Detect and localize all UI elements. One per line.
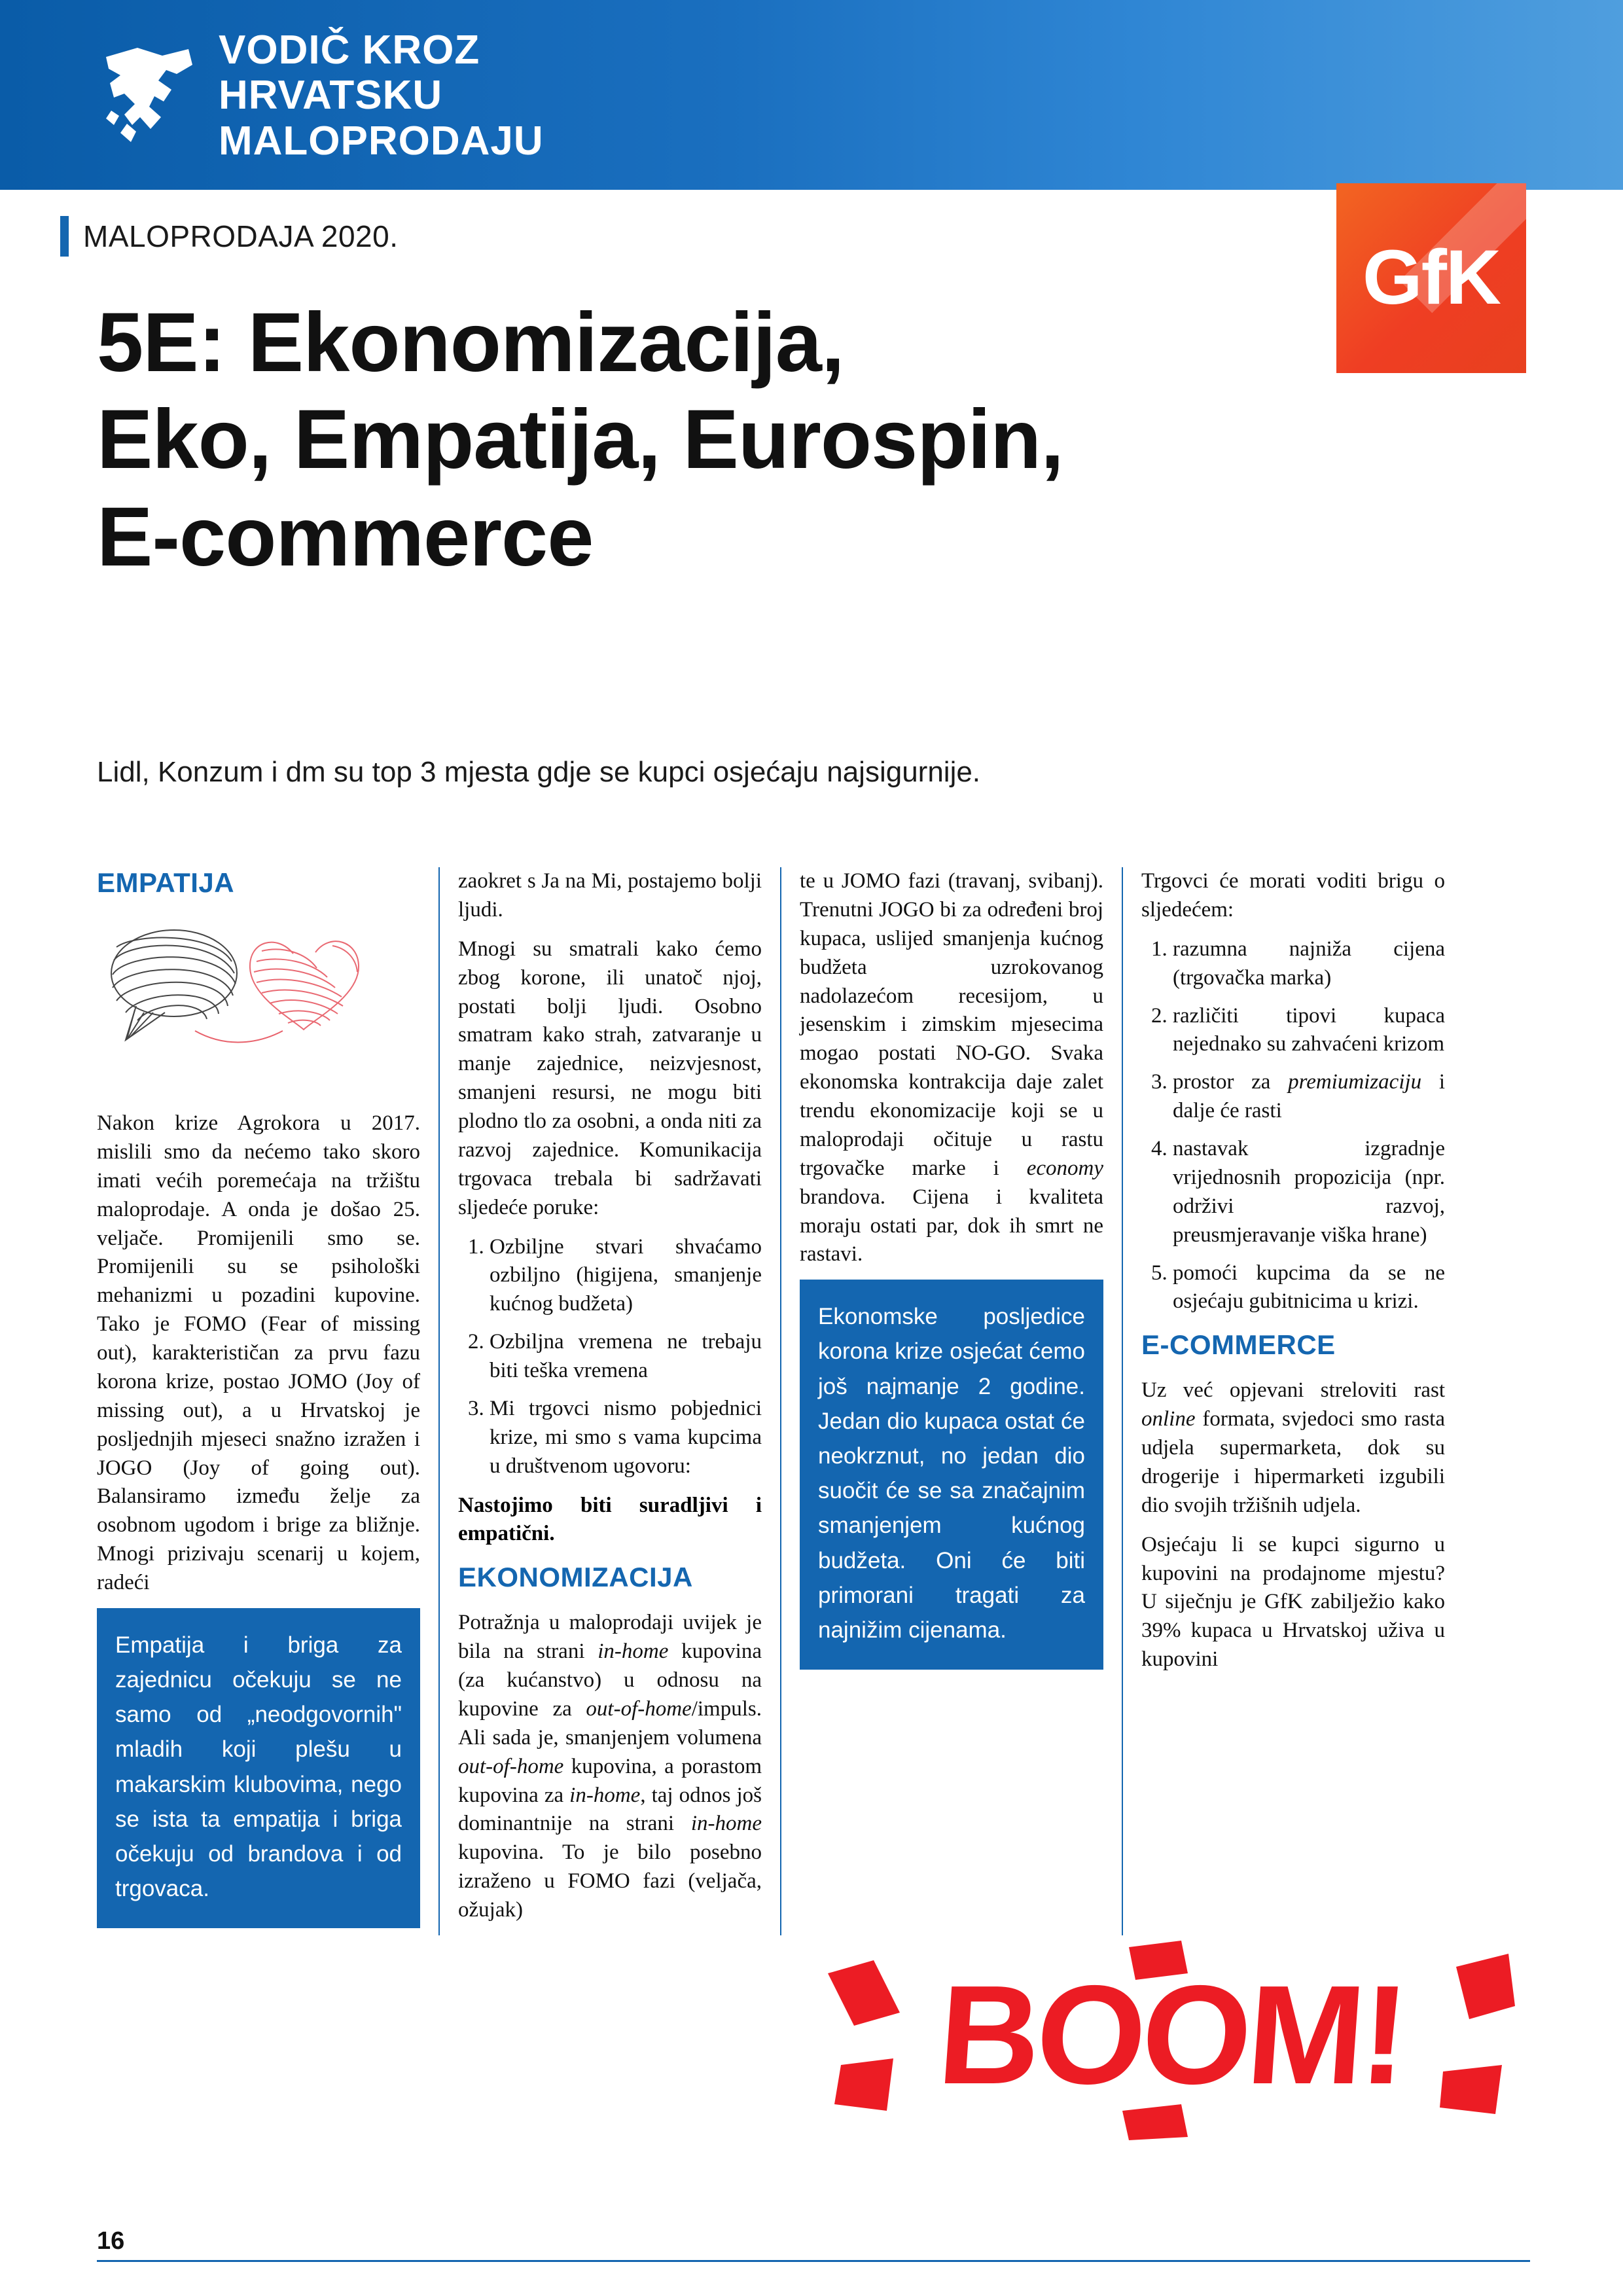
txt: Potražnja u maloprodaji uvijek je bila na strani xyxy=(458,1611,762,1664)
banner-title-line-3: MALOPRODAJU xyxy=(219,118,544,164)
txt: kupovina (za kućanstvo) u odnosu na kupovine za xyxy=(458,1640,762,1721)
headline-line-1: 5E: Ekonomizacija, xyxy=(97,296,844,389)
list-item: 4. nastavak izgradnje vrijednosnih propozicija (npr. održivi razvoj, preusmjeravanje viška hrane) xyxy=(1173,1135,1445,1250)
col4-numbered-list xyxy=(1141,935,1445,1317)
pullquote-ekonomizacija: Ekonomske posljedice korona krize osjećat ćemo još najmanje 2 godine. Jedan dio kupaca ostat će neokrznut, no jedan dio suočit će se sa značajnim smanjenjem kućnog budžeta. Oni će biti primorani tragati za najnižim cijenama. xyxy=(800,1280,1103,1670)
header-banner xyxy=(0,0,1623,190)
txt: kupovina, a porastom kupovina za xyxy=(458,1754,762,1807)
page-number: 16 xyxy=(97,2227,125,2255)
txt: Uz već opjevani streloviti rast xyxy=(1141,1378,1445,1403)
txt: /impuls. Ali sada je, smanjenjem volumena xyxy=(458,1696,762,1749)
list-item: 3. Mi trgovci nismo pobjednici krize, mi smo s vama kupcima u društvenom ugovoru: xyxy=(490,1395,762,1481)
txt-italic: in-home xyxy=(690,1812,762,1836)
headline-line-2: Eko, Empatija, Eurospin, xyxy=(97,393,1063,487)
headline-line-3: E-commerce xyxy=(97,490,594,584)
section-heading-empatija: EMPATIJA xyxy=(97,867,235,898)
txt: , taj odnos još dominantnije na strani xyxy=(458,1783,762,1836)
pullquote-empatija: Empatija i briga za zajednicu očekuju se ne samo od „neodgovornih" mladih koji plešu u makarskim klubovima, nego se ista ta empatija i briga očekuju od brandova i od trgovaca. xyxy=(97,1608,420,1929)
col2-numbered-list xyxy=(458,1233,762,1481)
column-2 xyxy=(438,867,780,1935)
list-item: 2. Ozbiljna vremena ne trebaju biti teška vremena xyxy=(490,1328,762,1386)
kicker xyxy=(60,216,398,257)
txt-italic: out-of-home xyxy=(586,1696,692,1721)
column-3 xyxy=(780,867,1122,1935)
article-columns xyxy=(97,867,1530,1935)
col4-para-1: Trgovci će morati voditi brigu o sljedećem: xyxy=(1141,869,1445,922)
txt: formata, svjedoci smo rasta udjela supermarketa, dok su drogerije i hipermarketi izgubili dio svojih tržišnih udjela. xyxy=(1141,1407,1445,1517)
col2-para-1: zaokret s Ja na Mi, postajemo bolji ljudi. xyxy=(458,869,762,922)
section-heading-ekonomizacija: EKONOMIZACIJA xyxy=(458,1562,693,1593)
boom-text: BOOM! xyxy=(933,1956,1410,2113)
txt-italic: economy xyxy=(1026,1156,1103,1180)
list-item: 2. različiti tipovi kupaca nejednako su zahvaćeni krizom xyxy=(1173,1002,1445,1060)
txt: kupovina. To je bilo posebno izraženo u FOMO fazi (veljača, ožujak) xyxy=(458,1840,762,1922)
col3-para-1 xyxy=(800,867,1103,1269)
speech-bubble-and-heart-doodle-icon xyxy=(97,914,420,1091)
kicker-bar xyxy=(60,216,69,257)
txt-italic: in-home xyxy=(569,1783,641,1807)
txt: brandova. Cijena i kvaliteta moraju ostati par, dok ih smrt ne rastavi. xyxy=(800,1185,1103,1266)
list-item: 1. Ozbiljne stvari shvaćamo ozbiljno (higijena, smanjenje kućnog budžeta) xyxy=(490,1233,762,1319)
col2-para-2: Mnogi su smatrali kako ćemo zbog korone, ili unatoč njoj, postati bolji ljudi. Osobno smatram kako strah, zatvaranje u manje zajednice, neizvjesnost, smanjeni resursi, ne mogu biti plodno tlo za osobni, a onda niti za razvoj zajednice. Komunikacija trgovaca trebala bi sadržavati sljedeće poruke: xyxy=(458,937,762,1219)
col1-body: Nakon krize Agrokora u 2017. mislili smo da nećemo tako skoro imati većih poremećaja na tržištu maloprodaje. A onda je došao 25. veljače. Promijenili smo se. Promijenili su se psihološki mehanizmi u pozadini kupovine. Tako je FOMO (Fear of missing out), karakterističan za prvu fazu korona krize, postao JOMO (Joy of missing out), a u Hrvatskoj je posljednjih mjeseci snažno izražen i JOGO (Joy of going out). Balansiramo između želje za osobnom ugodom i brige za bližnje. Mnogi prizivaju scenarij u kojem, radeći xyxy=(97,1111,420,1594)
txt-italic: online xyxy=(1141,1407,1196,1431)
col2-para-3 xyxy=(458,1609,762,1925)
column-4 xyxy=(1122,867,1463,1935)
croatia-map-icon xyxy=(98,33,196,158)
banner-title-line-2: HRVATSKU xyxy=(219,73,443,118)
txt: te u JOMO fazi (travanj, svibanj). Trenutni JOGO bi za određeni broj kupaca, uslijed smanjenja kućnog budžeta uzrokovanog nadolazećom recesijom, u jesenskim i zimskim mjesecima mogao postati NO-GO. Svaka ekonomska kontrakcija daje zalet trendu ekonomizacije koji se u maloprodaji očituje u rastu trgovačke marke i xyxy=(800,869,1103,1180)
col4-para-2 xyxy=(1141,1376,1445,1520)
column-1 xyxy=(97,867,438,1935)
boom-graphic xyxy=(815,1934,1528,2144)
page-title xyxy=(97,295,1491,586)
txt-italic: out-of-home xyxy=(458,1754,564,1778)
col2-bold-line: Nastojimo biti suradljivi i empatični. xyxy=(458,1493,762,1546)
section-heading-ecommerce: E-COMMERCE xyxy=(1141,1329,1336,1361)
list-item: 3. prostor za premiumizaciju i dalje će rasti xyxy=(1173,1068,1445,1126)
header-inner xyxy=(98,27,544,164)
banner-title xyxy=(219,27,544,164)
list-item: 1. razumna najniža cijena (trgovačka marka) xyxy=(1173,935,1445,993)
gfk-logo-text: GfK xyxy=(1362,234,1501,321)
standfirst: Lidl, Konzum i dm su top 3 mjesta gdje se kupci osjećaju najsigurnije. xyxy=(97,756,981,788)
col4-para-3: Osjećaju li se kupci sigurno u kupovini na prodajnome mjestu? U siječnju je GfK zabilježio kako 39% kupaca u Hrvatskoj uživa u kupovini xyxy=(1141,1532,1445,1672)
kicker-label: MALOPRODAJA 2020. xyxy=(83,219,399,253)
banner-title-line-1: VODIČ KROZ xyxy=(219,27,480,73)
footer-rule xyxy=(97,2260,1530,2262)
list-item: 5. pomoći kupcima da se ne osjećaju gubitnicima u krizi. xyxy=(1173,1259,1445,1317)
txt-italic: in-home xyxy=(597,1640,669,1664)
